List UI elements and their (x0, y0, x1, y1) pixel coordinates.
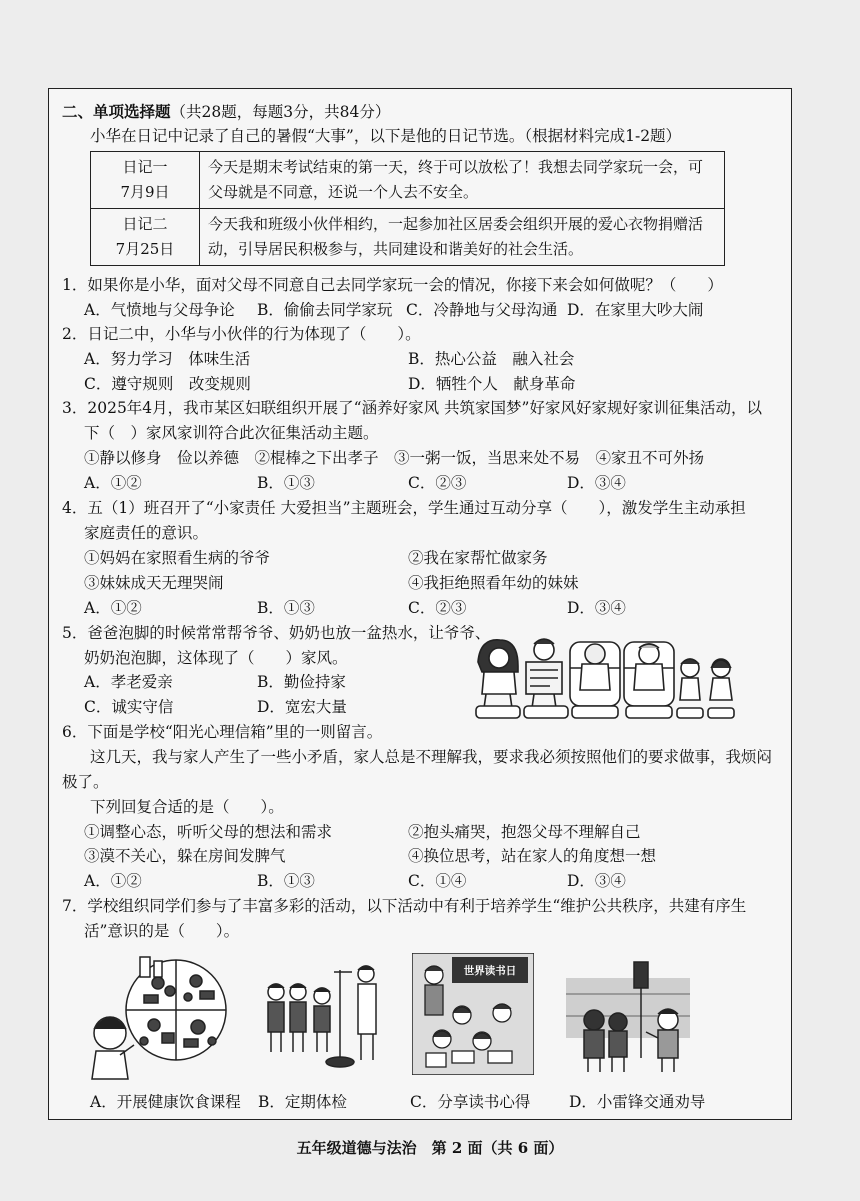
q7-option-a[interactable]: A．开展健康饮食课程 (90, 1093, 241, 1111)
question-5-stem: 5．爸爸泡脚的时候常常帮爷爷、奶奶也放一盆热水，让爷爷、 (62, 624, 491, 642)
q6-statement-1: ①调整心态，听听父母的想法和需求 (84, 823, 333, 841)
diary-content: 今天我和班级小伙伴相约，一起参加社区居委会组织开展的爱心衣物捐赠活 动，引导居民积极参与，共同建设和谐美好的社会生活。 (200, 209, 725, 266)
q4-statement-3: ③妹妹成天无理哭闹 (84, 574, 224, 592)
question-4-stem-cont: 家庭责任的意识。 (84, 524, 209, 542)
q6-option-a[interactable]: A．①② (84, 872, 142, 890)
q4-statement-4: ④我拒绝照看年幼的妹妹 (408, 574, 579, 592)
traffic-guidance-illustration (566, 958, 690, 1074)
question-3-stem: 3．2025年4月，我市某区妇联组织开展了“涵养好家风 共筑家国梦”好家风好家规好家训征集活动，以 (62, 399, 762, 417)
question-3-stem-cont: 下（ ）家风家训符合此次征集活动主题。 (84, 424, 379, 442)
reading-sharing-illustration (412, 953, 534, 1075)
diary-table (90, 151, 725, 266)
question-7-stem: 7．学校组织同学们参与了丰富多彩的活动，以下活动中有利于培养学生“维护公共秩序，共建有序生 (62, 897, 747, 915)
q4-option-b[interactable]: B．①③ (257, 599, 315, 617)
q1-option-d[interactable]: D．在家里大吵大闹 (567, 301, 704, 319)
section-note: （共28题，每题3分，共84分） (170, 103, 391, 121)
q3-option-b[interactable]: B．①③ (257, 474, 315, 492)
q6-option-c[interactable]: C．①④ (408, 872, 467, 890)
q5-option-b[interactable]: B．勤俭持家 (257, 673, 346, 691)
diary-row (91, 209, 725, 266)
q4-option-c[interactable]: C．②③ (408, 599, 467, 617)
q6-statement-3: ③漠不关心，躲在房间发脾气 (84, 847, 286, 865)
health-checkup-illustration (262, 960, 382, 1070)
q4-statement-2: ②我在家帮忙做家务 (408, 549, 548, 567)
question-4-stem: 4．五（1）班召开了“小家责任 大爱担当”主题班会，学生通过互动分享（ ），激发学生主动承担 (62, 499, 746, 517)
q1-option-b[interactable]: B．偷偷去同学家玩 (257, 301, 393, 319)
diary-content: 今天是期末考试结束的第一天，终于可以放松了！我想去同学家玩一会，可 父母就是不同意，还说一个人去不安全。 (200, 152, 725, 209)
diary-row (91, 152, 725, 209)
family-foot-soak-illustration (470, 628, 740, 722)
q6-statement-2: ②抱头痛哭，抱怨父母不理解自己 (408, 823, 641, 841)
q6-option-d[interactable]: D．③④ (567, 872, 626, 890)
q2-option-a[interactable]: A．努力学习 体味生活 (84, 350, 251, 368)
q1-option-a[interactable]: A．气愤地与父母争论 (84, 301, 235, 319)
q3-statements: ①静以修身 俭以养德 ②棍棒之下出孝子 ③一粥一饭，当思来处不易 ④家丑不可外扬 (84, 449, 705, 467)
footer-page-number: 第 2 面（共 6 面） (431, 1139, 564, 1157)
q1-option-c[interactable]: C．冷静地与父母沟通 (406, 301, 558, 319)
question-6-stem: 6．下面是学校“阳光心理信箱”里的一则留言。 (62, 723, 383, 741)
q3-option-a[interactable]: A．①② (84, 474, 142, 492)
diary-label: 日记一 7月9日 (91, 152, 200, 209)
q6-message-line-1: 这几天，我与家人产生了一些小矛盾，家人总是不理解我，要求我必须按照他们的要求做事，我烦闷 (90, 748, 773, 766)
footer-subject: 五年级道德与法治 (296, 1139, 417, 1157)
q5-option-a[interactable]: A．孝老爱亲 (84, 673, 173, 691)
question-1-stem: 1．如果你是小华，面对父母不同意自己去同学家玩一会的情况，你接下来会如何做呢？（ ） (62, 276, 723, 294)
q4-option-a[interactable]: A．①② (84, 599, 142, 617)
q3-option-c[interactable]: C．②③ (408, 474, 467, 492)
q6-statement-4: ④换位思考，站在家人的角度想一想 (408, 847, 657, 865)
section-heading (62, 102, 390, 122)
intro-text: 小华在日记中记录了自己的暑假“大事”，以下是他的日记节选。（根据材料完成1-2题） (90, 127, 682, 145)
diary-label: 日记二 7月25日 (91, 209, 200, 266)
q5-option-d[interactable]: D．宽宏大量 (257, 698, 347, 716)
world-book-day-poster: 世界读书日 (463, 965, 517, 977)
q4-option-d[interactable]: D．③④ (567, 599, 626, 617)
q2-option-b[interactable]: B．热心公益 融入社会 (408, 350, 575, 368)
q6-option-b[interactable]: B．①③ (257, 872, 315, 890)
page-footer (0, 1137, 860, 1158)
q5-option-c[interactable]: C．诚实守信 (84, 698, 174, 716)
question-2-stem: 2．日记二中，小华与小伙伴的行为体现了（ ）。 (62, 325, 421, 343)
question-7-stem-cont: 活”意识的是（ ）。 (84, 922, 240, 940)
q7-option-b[interactable]: B．定期体检 (258, 1093, 347, 1111)
healthy-diet-illustration (88, 955, 238, 1080)
section-title: 二、单项选择题 (62, 102, 171, 121)
q7-option-c[interactable]: C．分享读书心得 (410, 1093, 531, 1111)
q6-message-line-2: 极了。 (62, 773, 109, 791)
q4-statement-1: ①妈妈在家照看生病的爷爷 (84, 549, 271, 567)
q3-option-d[interactable]: D．③④ (567, 474, 626, 492)
q2-option-c[interactable]: C．遵守规则 改变规则 (84, 375, 251, 393)
q7-option-d[interactable]: D．小雷锋交通劝导 (569, 1093, 706, 1111)
q6-question: 下列回复合适的是（ ）。 (90, 798, 284, 816)
question-5-stem-cont: 奶奶泡泡脚，这体现了（ ）家风。 (84, 649, 348, 667)
q2-option-d[interactable]: D．牺牲个人 献身革命 (408, 375, 576, 393)
